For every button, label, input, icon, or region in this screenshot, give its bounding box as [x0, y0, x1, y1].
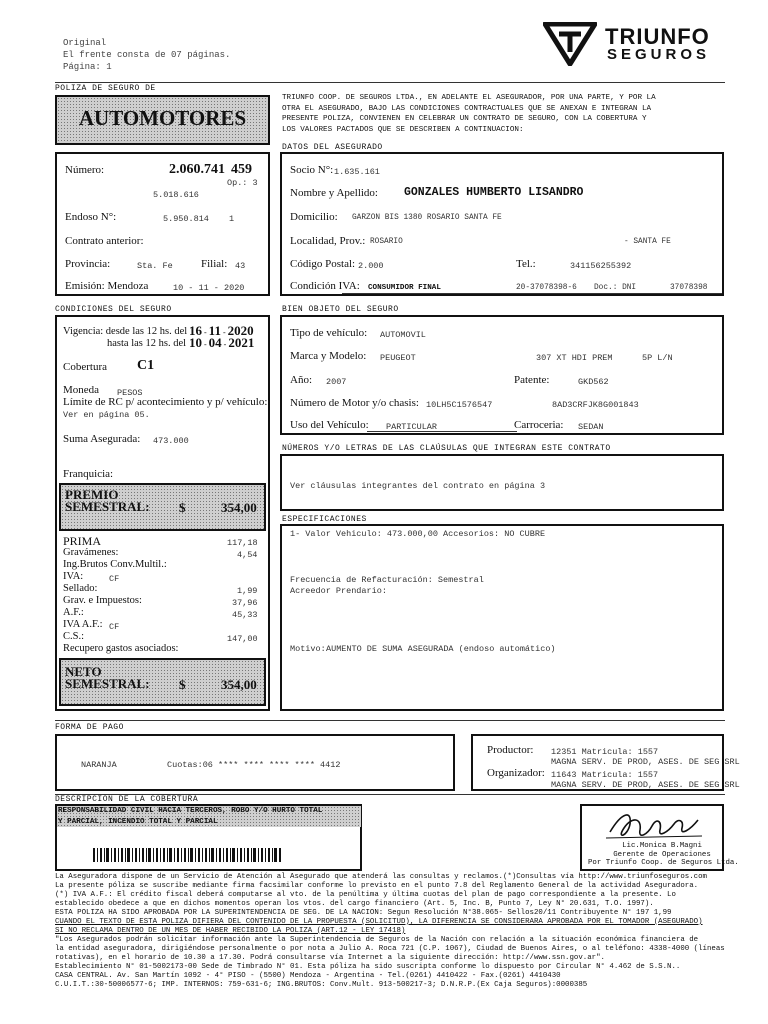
patente-label: Patente: — [514, 374, 550, 386]
endoso-value: 5.950.814 — [163, 214, 209, 224]
intro-line: TRIUNFO COOP. DE SEGUROS LTDA., EN ADELANTE EL ASEGURADOR, POR UNA PARTE, Y POR LA — [282, 94, 656, 102]
sellado-value: 1,99 — [237, 586, 258, 596]
numero-suffix: 459 — [231, 162, 252, 177]
condiciones-box — [55, 315, 270, 711]
asegurado-box — [280, 152, 724, 296]
organizador-line1: 11643 Matricula: 1557 — [551, 770, 659, 780]
hasta-label: hasta las 12 hs. del — [107, 338, 187, 349]
logo-brand: TRIUNFO — [605, 24, 710, 49]
doc-label: Doc.: DNI — [594, 284, 637, 292]
clausulas-box — [280, 454, 724, 511]
iva-label: IVA: — [63, 571, 84, 582]
section-vehiculo: BIEN OBJETO DEL SEGURO — [282, 305, 399, 314]
doc-value: 37078398 — [670, 284, 708, 292]
gravamenes-label: Gravámenes: — [63, 547, 119, 558]
ivaaf-label: IVA A.F.: — [63, 619, 103, 630]
franquicia-label: Franquicia: — [63, 468, 114, 480]
footer-line: C.U.I.T.:30-50006577-6; IMP. INTERNOS: 759-631-6; ING.BRUTOS: Conv.Mult. 913-500217-3; D.N.R.P.(Ex Caja Seguros):0000385 — [55, 981, 588, 989]
tipo-value: AUTOMOVIL — [380, 330, 426, 340]
nombre-value: GONZALES HUMBERTO LISANDRO — [404, 186, 584, 199]
iva-value: CONSUMIDOR FINAL — [368, 284, 441, 292]
cp-label: Código Postal: — [290, 258, 356, 270]
rc-label: Límite de RC p/ acontecimiento y p/ vehículo: — [63, 396, 268, 408]
filial-label: Filial: — [201, 258, 228, 270]
logo-sub: SEGUROS — [607, 46, 711, 63]
premio-box — [59, 483, 266, 531]
hasta-mes: 04 — [208, 335, 222, 350]
recupero-label: Recupero gastos asociados: — [63, 643, 179, 654]
premio-value: 354,00 — [221, 500, 257, 515]
underline — [367, 431, 517, 432]
pago-medio: NARANJA — [81, 760, 117, 770]
patente-value: GKD562 — [578, 377, 609, 387]
nombre-label: Nombre y Apellido: — [290, 187, 378, 199]
numero-label: Número: — [65, 164, 105, 176]
poliza-type-box — [55, 95, 270, 145]
version-value: 5P L/N — [642, 353, 673, 363]
chasis-value: 8AD3CRFJK8G001843 — [552, 400, 639, 410]
footer-legal — [55, 873, 725, 990]
divider — [55, 720, 725, 721]
numero2-value: 5.018.616 — [153, 190, 199, 200]
domicilio-value: GARZON BIS 1380 ROSARIO SANTA FE — [352, 214, 502, 222]
uso-value: PARTICULAR — [386, 422, 438, 432]
endoso-label: Endoso N°: — [65, 211, 117, 223]
ivaaf-value: CF — [109, 622, 120, 632]
tipo-label: Tipo de vehículo: — [290, 327, 368, 339]
socio-value: 1.635.161 — [334, 167, 380, 177]
hasta-anio: 2021 — [228, 335, 255, 350]
intro-line: OTRA EL ASEGURADO, BAJO LAS CONDICIONES CONTRACTUALES QUE SE ANEXAN E INTEGRAN LA — [282, 104, 652, 113]
descripcion-box — [55, 804, 362, 871]
firma-text — [588, 842, 739, 868]
motivo-label: Motivo: — [290, 644, 326, 654]
contrato-label: Contrato anterior: — [65, 235, 144, 247]
footer-line: La presente póliza se suscribe mediante firma facsimilar conforme lo previsto en el punto 7.8 del Reglamento General de la actividad Aseguradora. — [55, 882, 699, 890]
section-pago: FORMA DE PAGO — [55, 723, 124, 732]
clausulas-text: Ver cláusulas integrantes del contrato en página 3 — [290, 481, 546, 491]
sellado-label: Sellado: — [63, 583, 98, 594]
descripcion-line: Y PARCIAL, INCENDIO TOTAL Y PARCIAL — [58, 817, 218, 826]
descripcion-line: RESPONSABILIDAD CIVIL HACIA TERCEROS, ROBO Y/O HURTO TOTAL — [58, 807, 323, 815]
productor-line2: MAGNA SERV. DE PROD, ASES. DE SEG SRL — [551, 757, 740, 767]
anio-label: Año: — [290, 374, 312, 386]
desde-mes: 11 — [208, 323, 221, 338]
footer-line: CUANDO EL TEXTO DE ESTA POLIZA DIFIERA DEL CONTENIDO DE LA PROPUESTA (SOLICITUD), LA DIFERENCIA SE CONSIDERARA APROBADA POR EL TOMADOR (ASEGURADO) — [55, 918, 703, 926]
ingbrutos-label: Ing.Brutos Conv.Multil.: — [63, 559, 167, 570]
barcode-icon — [93, 848, 283, 862]
footer-line: SI NO RECLAMA DENTRO DE UN MES DE HABER RECIBIDO LA POLIZA (ART.12 - LEY 17418) — [55, 927, 406, 935]
footer-line: rotativas), en el horario de 10.30 a 17.30. Podrá consultarse vía Internet a la siguiente dirección: http://www.ssn.gov.ar". — [55, 954, 605, 962]
localidad-label: Localidad, Prov.: — [290, 235, 366, 247]
desde-anio: 2020 — [227, 323, 254, 338]
emision-label: Emisión: Mendoza — [65, 280, 149, 292]
section-condiciones: CONDICIONES DEL SEGURO — [55, 305, 172, 314]
neto-label1: NETO — [65, 664, 102, 679]
cs-value: 147,00 — [227, 634, 258, 644]
premio-label2: SEMESTRAL: — [65, 499, 150, 514]
op-value: Op.: 3 — [227, 178, 258, 188]
carroceria-label: Carroceria: — [514, 419, 564, 431]
motor-label: Número de Motor y/o chasis: — [290, 397, 419, 409]
marca-value: PEUGEOT — [380, 353, 416, 363]
emision-value: 10 - 11 - 2020 — [173, 283, 245, 293]
suma-label: Suma Asegurada: — [63, 433, 141, 445]
espec-line2: Frecuencia de Refacturación: Semestral — [290, 575, 484, 585]
firma-role: Gerente de Operaciones — [613, 850, 711, 859]
moneda-label: Moneda — [63, 384, 100, 396]
motor-value: 10LH5C1576547 — [426, 400, 493, 410]
section-asegurado: DATOS DEL ASEGURADO — [282, 143, 383, 152]
espec-line1: 1- Valor Vehiculo: 473.000,00 Accesorios: NO CUBRE — [290, 529, 546, 539]
poliza-intro — [282, 93, 656, 135]
underline — [342, 293, 722, 294]
productor-label: Productor: — [487, 744, 534, 756]
af-value: 45,33 — [232, 610, 258, 620]
cuit-value: 20-37078398-6 — [516, 284, 577, 292]
motivo-value: AUMENTO DE SUMA ASEGURADA (endoso automático) — [326, 644, 556, 654]
vigencia-label: Vigencia: desde las 12 hs. del — [63, 326, 188, 337]
neto-currency: $ — [179, 677, 186, 692]
vehiculo-box — [280, 315, 724, 435]
gravamenes-value: 4,54 — [237, 550, 258, 560]
footer-line: establecido obedece a que en dichos momentos operan los vtos. del cargo financiero (Art. 5, Inc. B, Punto 7, Ley N° 20.631, T.O. 1997). — [55, 900, 654, 908]
footer-line: ESTA POLIZA HA SIDO APROBADA POR LA SUPERINTENDENCIA DE SEG. DE LA NACION: Segun Resolución N°38.065- Sellos20/11 Contribuyente N° 197 1,99 — [55, 909, 672, 917]
neto-label2: SEMESTRAL: — [65, 676, 150, 691]
section-poliza: POLIZA DE SEGURO DE — [55, 84, 156, 93]
hasta-dia: 10 — [189, 335, 202, 350]
iva-label: Condición IVA: — [290, 280, 360, 292]
firma-org: Por Triunfo Coop. de Seguros Ltda. — [588, 859, 739, 868]
footer-line: Establecimiento N° 01-5002173-00 Sede de Timbrado N° 01. Esta póliza ha sido suscripta conforme lo dispuesto por Circular N° 4.462 de S.S.N.. — [55, 963, 681, 971]
pago-box — [55, 734, 455, 791]
moneda-value: PESOS — [117, 388, 143, 398]
firma-name: Lic.Monica B.Magni — [622, 842, 702, 850]
carroceria-value: SEDAN — [578, 422, 604, 432]
prima-value: 117,18 — [227, 538, 258, 548]
footer-line: la entidad aseguradora, dirigiéndose personalmente o por nota a Julio A. Roca 721 (C.P. 1067), Ciudad de Buenos Aires, o al teléfono: 4338-4000 (líneas — [55, 945, 725, 953]
descripcion-text — [57, 806, 361, 827]
original-label: Original — [63, 38, 107, 48]
page-label: Página: 1 — [63, 62, 112, 72]
section-especificaciones: ESPECIFICACIONES — [282, 515, 367, 524]
organizador-label: Organizador: — [487, 767, 545, 779]
section-descripcion: DESCRIPCION DE LA COBERTURA — [55, 795, 199, 804]
pago-cuotas: Cuotas:06 **** **** **** **** 4412 — [167, 760, 341, 770]
footer-line: "Los Asegurados podrán solicitar información ante la Superintendencia de Seguros de la Nación con relación a la situación económica financiera de — [55, 936, 699, 944]
provincia-value: Sta. Fe — [137, 261, 173, 271]
grav-label: Grav. e Impuestos: — [63, 595, 142, 606]
numero-value: 2.060.741 — [169, 162, 225, 177]
divider — [55, 82, 725, 83]
organizador-line2: MAGNA SERV. DE PROD, ASES. DE SEG SRL — [551, 780, 740, 790]
desde-dia: 16 — [189, 323, 202, 338]
intro-line: PRESENTE POLIZA, CONVIENEN EN CELEBRAR UN CONTRATO DE SEGURO, CON LA COBERTURA Y — [282, 115, 647, 123]
socio-label: Socio N°: — [290, 164, 334, 176]
pages-note: El frente consta de 07 páginas. — [63, 50, 231, 60]
filial-value: 43 — [235, 261, 246, 271]
vigencia-desde: 16 - 11 - 2020 — [189, 323, 254, 338]
localidad-value: ROSARIO — [370, 238, 403, 246]
policy-info-box — [55, 152, 270, 296]
af-label: A.F.: — [63, 607, 84, 618]
poliza-type: AUTOMOTORES — [78, 106, 247, 130]
prima-label: PRIMA — [63, 534, 102, 548]
triunfo-shield-icon — [543, 22, 597, 66]
premio-currency: $ — [179, 500, 186, 515]
anio-value: 2007 — [326, 377, 347, 387]
espec-line3: Acreedor Prendario: — [290, 586, 387, 596]
section-clausulas: NÚMEROS Y/O LETRAS DE LAS CLAÚSULAS QUE INTEGRAN ESTE CONTRATO — [282, 444, 611, 453]
vigencia-hasta: 10 - 04 - 2021 — [189, 335, 255, 350]
tel-value: 341156255392 — [570, 261, 632, 271]
cobertura-label: Cobertura — [63, 361, 107, 373]
uso-label: Uso del Vehículo: — [290, 419, 369, 431]
cs-label: C.S.: — [63, 631, 85, 642]
productor-line1: 12351 Matricula: 1557 — [551, 747, 659, 757]
neto-value: 354,00 — [221, 677, 257, 692]
header-info — [63, 37, 230, 73]
especificaciones-box — [280, 524, 724, 711]
domicilio-label: Domicilio: — [290, 211, 338, 223]
neto-box — [59, 658, 266, 706]
productor-box — [471, 734, 740, 791]
tel-label: Tel.: — [516, 258, 536, 270]
iva-value: CF — [109, 574, 120, 584]
provincia-label: Provincia: — [65, 258, 111, 270]
footer-line: (*) IVA A.F.: El crédito fiscal deberá computarse al vto. de la penúltima y última cuotas del plan de pago correspondiente a la presente. Lo — [55, 891, 676, 899]
endoso-n: 1 — [229, 214, 235, 224]
cp-value: 2.000 — [358, 261, 384, 271]
intro-line: LOS VALORES PACTADOS QUE SE DESCRIBEN A CONTINUACION: — [282, 125, 524, 134]
grav-value: 37,96 — [232, 598, 258, 608]
signature-icon — [602, 806, 712, 846]
footer-line: CASA CENTRAL. Av. San Martín 1092 - 4° PISO - (5500) Mendoza - Argentina - Tel.(0261) 4410422 - Fax.(0261) 4410430 — [55, 972, 561, 980]
premio-label1: PREMIO — [65, 487, 119, 502]
modelo-value: 307 XT HDI PREM — [536, 353, 613, 363]
suma-value: 473.000 — [153, 436, 189, 446]
footer-line: La Aseguradora dispone de un Servicio de Atención al Asegurado que atenderá las consultas y reclamos.(*)Consultas vía http://www.triunfoseguros.com — [55, 873, 707, 881]
rc-value: Ver en página 05. — [63, 410, 150, 420]
cobertura-value: C1 — [137, 358, 155, 373]
marca-label: Marca y Modelo: — [290, 350, 367, 362]
provincia-value: - SANTA FE — [624, 238, 671, 246]
